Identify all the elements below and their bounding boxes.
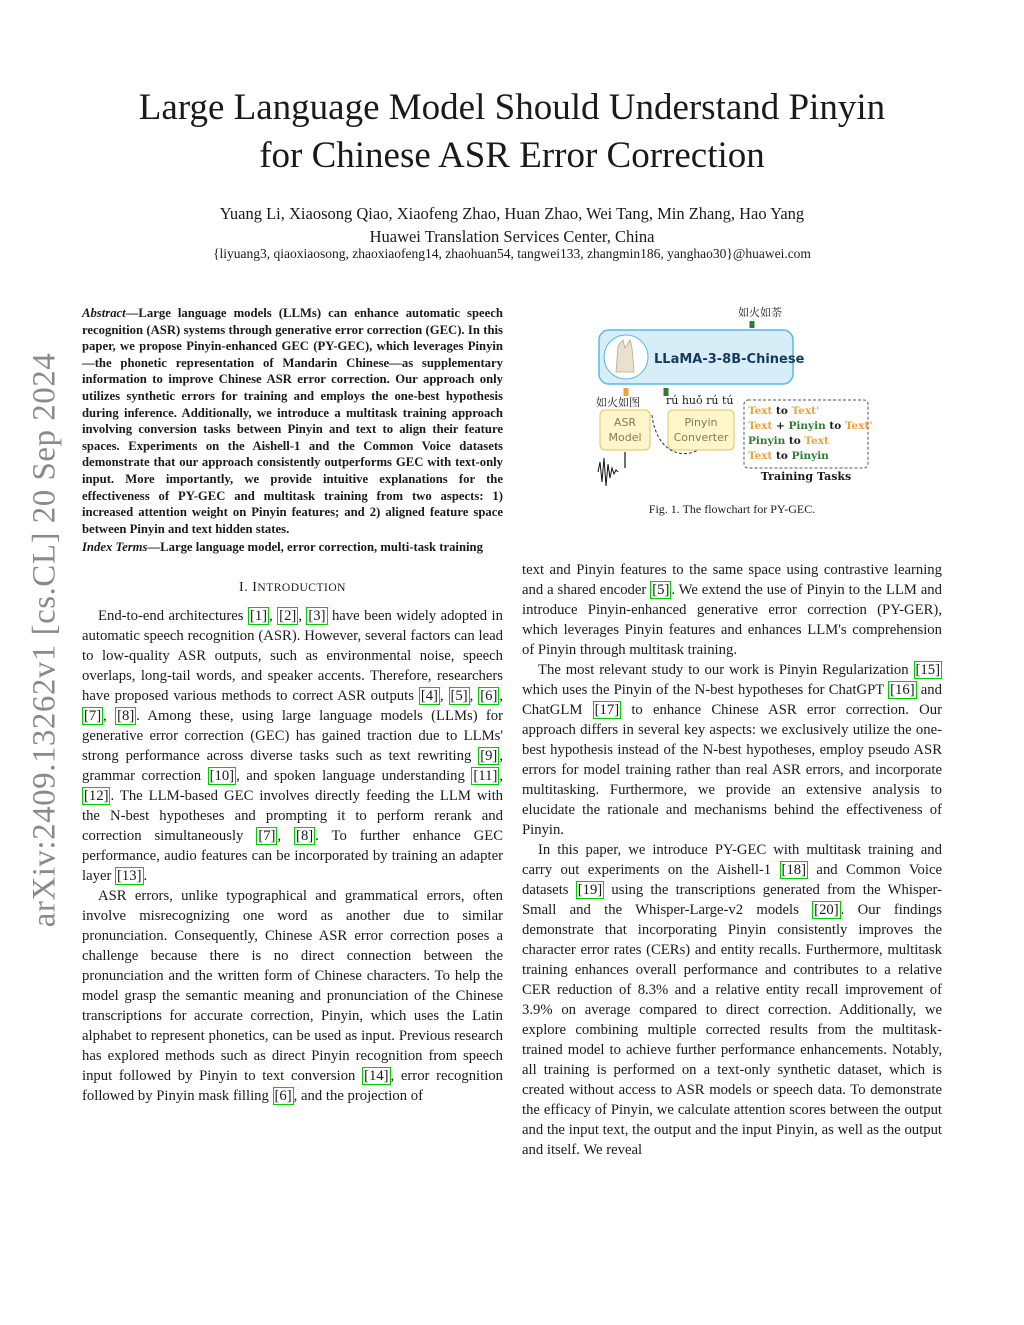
citation-link[interactable]: [12] <box>84 787 109 804</box>
section-number: I. <box>239 579 249 595</box>
citation-link[interactable]: [9] <box>480 747 498 764</box>
section-heading-introduction <box>82 580 503 596</box>
abstract-label: Abstract <box>82 306 126 320</box>
title-line-1: Large Language Model Should Understand Pinyin <box>138 87 886 128</box>
text-run: , error recognition followed by Pinyin mask filling <box>82 1067 503 1104</box>
citation-link[interactable]: [4] <box>420 687 438 704</box>
text-run: using the transcriptions generated from the Whisper-Small and the Whisper-Large-v2 models <box>522 882 942 918</box>
right-paragraph-1 <box>522 560 942 660</box>
citation-link[interactable]: [13] <box>117 867 142 884</box>
index-terms-text: —Large language model, error correction, multi-task training <box>147 540 483 555</box>
citation-link[interactable]: [5] <box>450 687 468 704</box>
text-run: . The LLM-based GEC involves directly feeding the LLM with the N-best hypotheses and prompting it to perform rerank and correction simultaneously <box>82 787 503 844</box>
abstract-text: —Large language models (LLMs) can enhance automatic speech recognition (ASR) systems through generative error correction (GEC). In this paper, we propose Pinyin-enhanced GEC (PY-GEC), which leverages Pinyin—the phonetic representation of Mandarin Chinese—as supplementary information to improve Chinese ASR error correction. Our approach only utilizes synthetic errors for training and employs the one-best hypothesis during inference. Additionally, we introduce a multitask training approach involving conversion tasks between Pinyin and text to align their feature spaces. Experiments on the Aishell-1 and the Common Voice datasets demonstrate that our approach consistently outperforms GEC with text-only input. More importantly, we provide intuitive explanations for the effectiveness of PY-GEC and multitask training from two aspects: 1) increased attention weight on Pinyin features; and 2) aligned feature space between Pinyin and text hidden states. <box>82 306 503 536</box>
citation-link[interactable]: [8] <box>117 707 135 724</box>
task-text-to-pinyin: Text to Pinyin <box>748 450 829 462</box>
text-run: ASR errors, unlike typographical and grammatical errors, often involve misrecognizing one word as another due to similar pronunciation. Consequently, Chinese ASR error correction poses a challenge because there is no direct connection between the pronunciation and the written form of Chinese characters. To help the model grasp the semantic meaning and pronunciation of the Chinese transcriptions for accurate correction, Pinyin, which uses the Latin alphabet to represent phonetics, can be used as input. Previous research has explored methods such as direct Pinyin recognition from speech input followed by Pinyin to text conversion <box>82 887 503 1084</box>
text-run: The most relevant study to our work is Pinyin Regularization <box>538 662 914 678</box>
text-run: , and the projection of <box>293 1087 423 1104</box>
right-paragraph-2 <box>522 660 942 840</box>
citation-link[interactable]: [8] <box>296 827 314 844</box>
training-tasks-label: Training Tasks <box>760 470 852 483</box>
arxiv-identifier: arXiv:2409.13262v1 [cs.CL] 20 Sep 2024 <box>26 352 63 928</box>
text-run: have been widely adopted in automatic speech recognition (ASR). However, several factors can lead to low-quality ASR outputs, such as environmental noise, speech overlaps, long-tail words, and speaker accents. Therefore, researchers have proposed various methods to correct ASR outputs <box>82 607 503 704</box>
model-name: LLaMA-3-8B-Chinese <box>654 352 805 367</box>
pinyin-output: rú huǒ rú tú <box>666 394 734 407</box>
text-run: , and spoken language understanding <box>236 767 472 784</box>
affiliation: Huawei Translation Services Center, China <box>369 227 655 246</box>
task-pinyin-to-text: Pinyin to Text <box>748 435 829 447</box>
right-column <box>522 560 942 1160</box>
citation-link[interactable]: [7] <box>84 707 102 724</box>
text-run: End-to-end architectures <box>98 607 248 624</box>
text-run: and Common Voice datasets <box>522 862 942 898</box>
converter-label-1: Pinyin <box>684 416 718 429</box>
citation-link[interactable]: [5] <box>652 582 670 598</box>
left-column <box>82 305 503 1106</box>
paper-title <box>80 84 944 180</box>
index-terms-label: Index Terms <box>82 540 148 555</box>
task-text-pinyin-to-text: Text + Pinyin to Text' <box>748 420 873 432</box>
waveform-icon <box>598 458 618 486</box>
citation-link[interactable]: [6] <box>274 1087 292 1104</box>
arxiv-sidebar <box>20 340 70 940</box>
intro-paragraph-2 <box>82 886 503 1106</box>
citation-link[interactable]: [1] <box>249 607 268 624</box>
task-text-to-text: Text to Text' <box>748 405 820 417</box>
author-block <box>80 202 944 248</box>
citation-link[interactable]: [18] <box>781 862 807 878</box>
citation-link[interactable]: [6] <box>480 687 498 704</box>
title-line-2: for Chinese ASR Error Correction <box>259 135 765 176</box>
text-run: to enhance Chinese ASR error correction. Our approach differs in several key aspects: we exclusively utilize the one-best hypothesis instead of the N-best hypotheses, employ pseudo ASR errors for model training rather than real ASR errors, and incorporate multitasking. Furthermore, we provide an extensive analysis to elucidate the rationale and mechanisms behind the effectiveness of Pinyin. <box>522 702 942 838</box>
flowchart-figure <box>590 300 880 500</box>
citation-link[interactable]: [20] <box>814 902 839 918</box>
right-paragraph-3 <box>522 840 942 1160</box>
section-title-rest: NTRODUCTION <box>257 581 346 594</box>
author-list: Yuang Li, Xiaosong Qiao, Xiaofeng Zhao, Huan Zhao, Wei Tang, Min Zhang, Hao Yang <box>219 204 805 223</box>
text-run: . Our findings demonstrate that incorporating Pinyin consistently improves the character error rates (CERs) and entity recalls. Furthermore, multitask training enhances overall performance and contributes to a relative CER reduction of 8.3% and a relative entity recall improvement of 3.9% on average compared to direct correction. Additionally, we explore combining multiple corrected results from the multitask-trained model to achieve further performance enhancements. Notably, all training is performed on a text-only synthetic dataset, which is created without access to ASR models or speech data. To demonstrate the efficacy of Pinyin, we calculate attention scores between the output and the input text, the output and the input Pinyin, as well as the output and itself. We reveal <box>522 902 942 1158</box>
text-run: , grammar correction <box>82 747 503 784</box>
text-run: which uses the Pinyin of the N-best hypotheses for ChatGPT <box>522 682 889 698</box>
citation-link[interactable]: [10] <box>209 767 235 784</box>
asr-hypothesis: 如火如图 <box>596 396 640 409</box>
asr-model-label-1: ASR <box>613 416 637 429</box>
section-title-first: I <box>252 579 258 595</box>
citation-link[interactable]: [2] <box>279 607 297 624</box>
citation-link[interactable]: [14] <box>364 1067 389 1084</box>
citation-link[interactable]: [15] <box>915 662 940 678</box>
abstract <box>82 305 503 537</box>
citation-link[interactable]: [16] <box>890 682 915 698</box>
figure-caption: Fig. 1. The flowchart for PY-GEC. <box>648 502 816 516</box>
citation-link[interactable]: [3] <box>308 607 326 624</box>
citation-link[interactable]: [17] <box>594 702 620 718</box>
citation-link[interactable]: [19] <box>577 882 603 898</box>
text-run: . To further enhance GEC performance, audio features can be incorporated by training an adapter layer <box>82 827 504 884</box>
asr-model-label-2: Model <box>608 431 642 444</box>
text-run: and ChatGLM <box>522 682 942 718</box>
index-terms <box>82 539 503 556</box>
text-run: In this paper, we introduce PY-GEC with multitask training and carry out experiments on the Aishell-1 <box>522 842 942 878</box>
citation-link[interactable]: [7] <box>258 827 276 844</box>
text-run: . <box>143 867 148 884</box>
text-run: . We extend the use of Pinyin to the LLM and introduce Pinyin-enhanced generative error correction (PY-GER), which leverages Pinyin features and enhances LLM's comprehension of Pinyin through multitask training. <box>522 582 942 658</box>
text-run: . Among these, using large language models (LLMs) for generative error correction (GEC) has gained traction due to LLMs' strong performance across diverse tasks such as text rewriting <box>82 707 504 764</box>
text-run: text and Pinyin features to the same space using contrastive learning and a shared encoder <box>522 562 942 598</box>
intro-paragraph-1: End-to-end architectures [1] , [2] , [3] have been widely adopted in automatic speech recognition (ASR). However, several factors can lead to low-quality ASR outputs, such as environmental noise, speech overlaps, long-tail words, and speaker accents. Therefore, researchers have proposed various methods to correct ASR outputs [4] , [5] , [6] , [7] , [8] . Among these, using large language models (LLMs) for generative error correction (GEC) has gained traction due to LLMs' strong performance across diverse tasks such as text rewriting [9] , grammar correction [10] , and spoken language understanding [11] , [12] . The LLM-based GEC involves directly feeding the LLM with the N-best hypotheses and prompting it to perform rerank and correction simultaneously [7] , [8] . To further enhance GEC performance, audio features can be incorporated by training an adapter layer [13] . <box>82 607 504 884</box>
converter-label-2: Converter <box>673 431 729 444</box>
citation-link[interactable]: [11] <box>473 767 498 784</box>
output-text: 如火如荼 <box>738 306 782 319</box>
author-emails: {liyuang3, qiaoxiaosong, zhaoxiaofeng14, zhaohuan54, tangwei133, zhangmin186, yanghao30}@huawei.com <box>213 246 811 261</box>
